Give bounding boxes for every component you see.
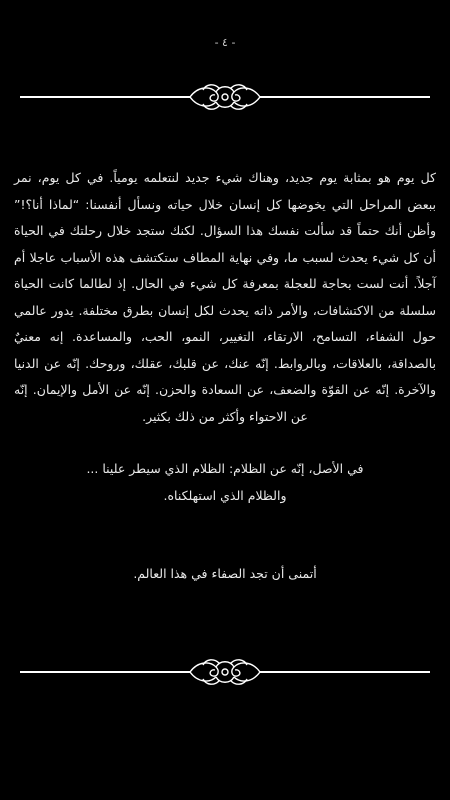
- page-body: [14, 165, 436, 588]
- bottom-ornament-divider: [20, 657, 430, 687]
- darkness-line-1: في الأصل، إنّه عن الظلام: الظلام الذي سيطر علينا ...: [86, 461, 364, 476]
- darkness-line-2: والظلام الذي استهلكناه.: [163, 487, 287, 503]
- closing-wish: أتمنى أن تجد الصفاء في هذا العالم.: [133, 566, 317, 581]
- top-ornament-divider: [20, 82, 430, 112]
- body-paragraph: كل يوم هو بمثابة يوم جديد، وهناك شيء جديد لنتعلمه يومياً. في كل يوم، نمر ببعض المراحل التي يخوضها كل إنسان خلال حياته ونسأل أنفسنا: “لماذا أنا؟!” وأظن أنك حتماً قد سألت نفسك هذا السؤال. لكنك ستجد خلال رحلتك في الحياة أن كل شيء يحدث لسبب ما، وفي نهاية المطاف ستكتشف هذه الأسباب عاجلا أم آجلاً. أنت لست بحاجة للعجلة بمعرفة كل شيء في الحال. إذ لطالما كانت الحياة سلسلة من الاكتشافات، والأمر ذاته يحدث لكل إنسان بطرق مختلفة. يدور عالمي حول الشفاء، التسامح، الارتقاء، التغيير، النمو، الحب، والمساعدة. إنه معنيٌ بالصداقة، بالعلاقات، وبالروابط. إنّه عنك، عن قلبك، عقلك، وروحك. إنّه عن الدنيا والآخرة. إنّه عن القوّة والضعف، عن السعادة والحزن. إنّه عن الأمل والإيمان. إنّه عن الاحتواء وأكثر من ذلك بكثير.: [14, 170, 436, 424]
- page-number: - ٤ -: [214, 36, 236, 49]
- body-paragraph-darkness: [14, 456, 436, 509]
